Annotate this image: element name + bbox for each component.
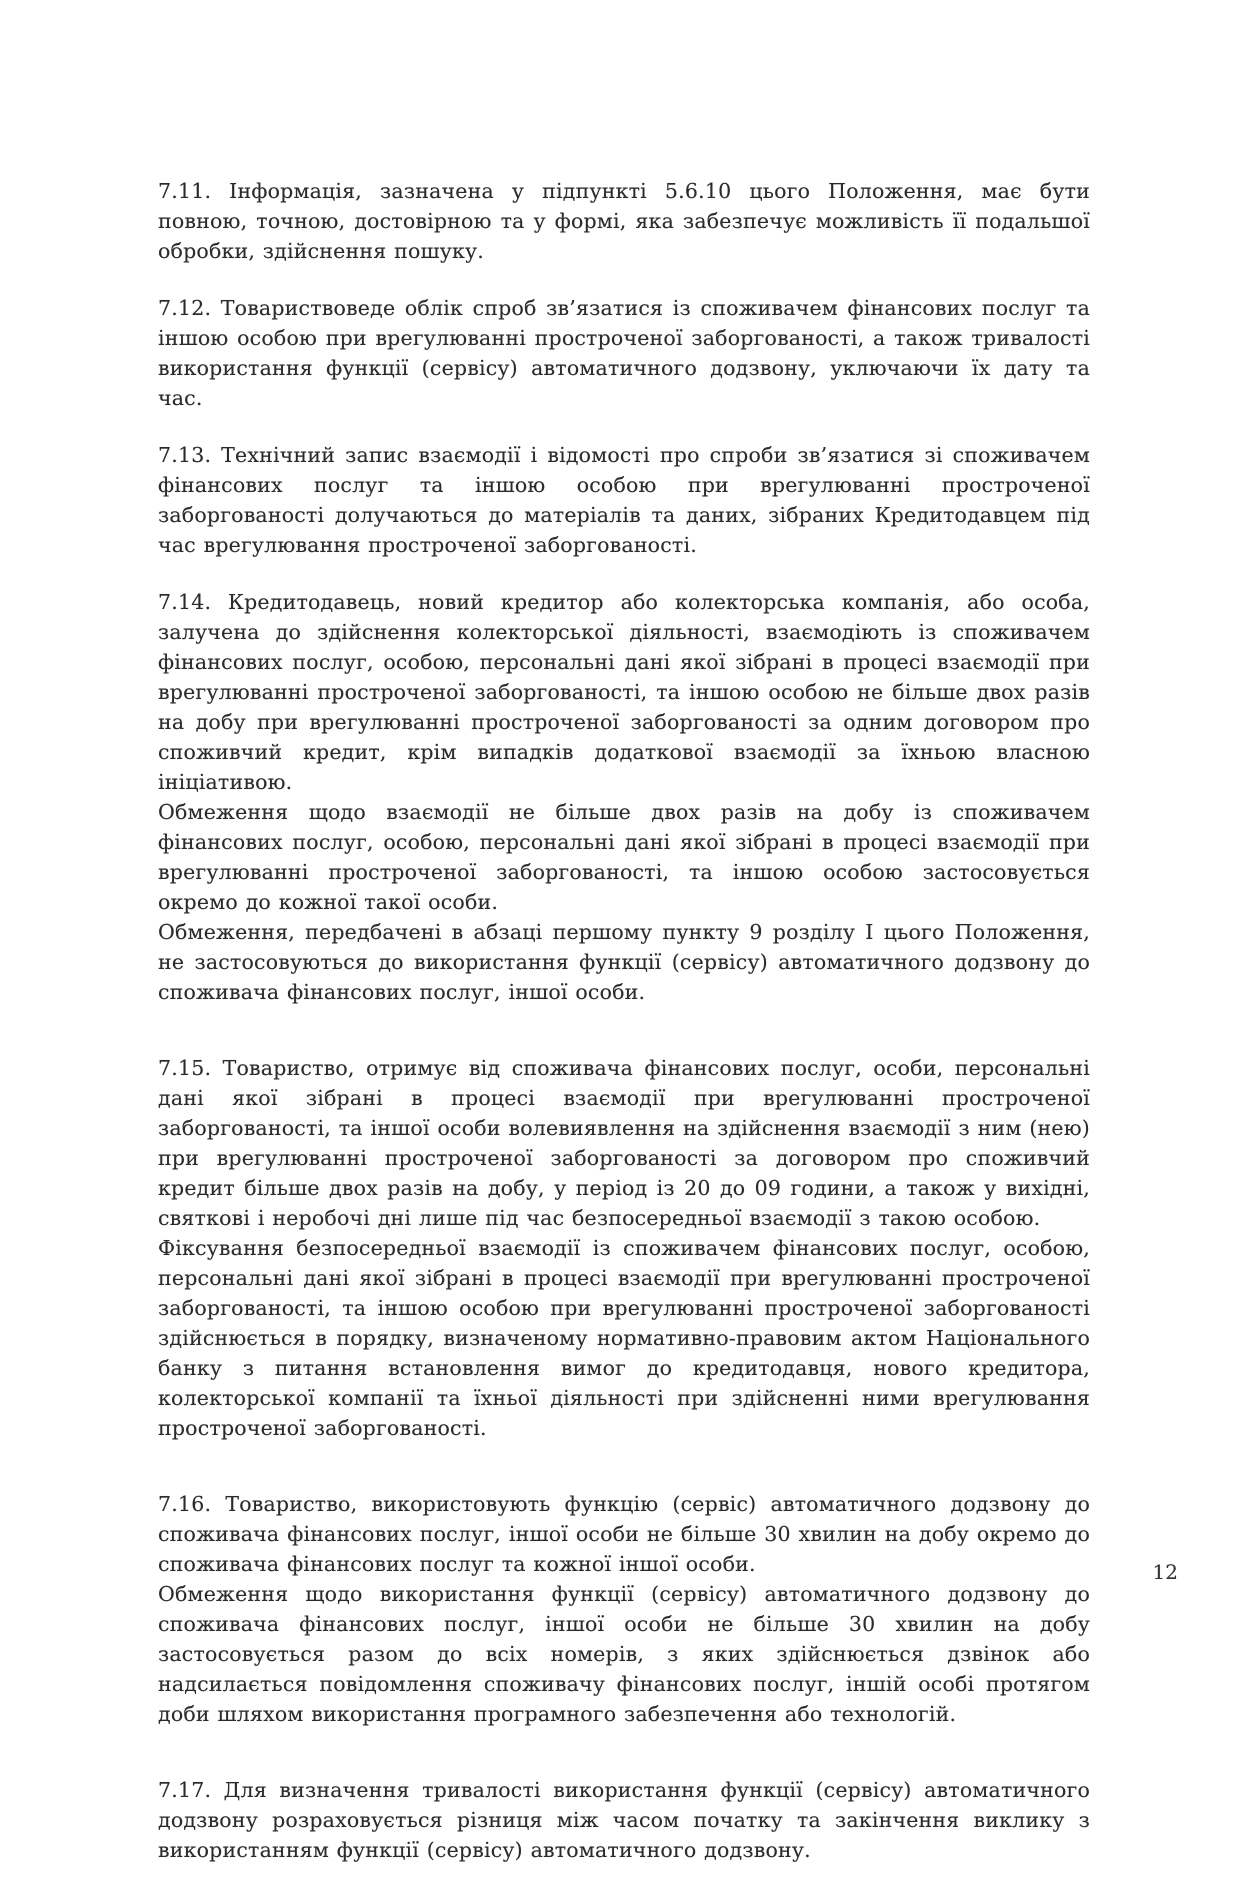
clause-7-14 <box>158 587 1090 1007</box>
clause-7-11 <box>158 176 1090 266</box>
document-body <box>158 176 1090 1892</box>
clause-7-14-text-2: Обмеження щодо взаємодії не більше двох разів на добу із споживачем фінансових послуг, особою, персональні дані якої зібрані в процесі взаємодії при врегулюванні простроченої заборгованості, та іншою особою застосовується окремо до кожної такої особи. <box>158 800 1090 914</box>
clause-7-13-text: 7.13. Технічний запис взаємодії і відомості про спроби зв’язатися зі споживачем фінансових послуг та іншою особою при врегулюванні простроченої заборгованості долучаються до матеріалів та даних, зібраних Кредитодавцем під час врегулювання простроченої заборгованості. <box>158 443 1090 557</box>
clause-7-12 <box>158 293 1090 413</box>
clause-7-16-text-2: Обмеження щодо використання функції (сервісу) автоматичного додзвону до споживача фінансових послуг, іншої особи не більше 30 хвилин на добу застосовується разом до всіх номерів, з яких здійснюється дзвінок або надсилається повідомлення споживачу фінансових послуг, іншій особі протягом доби шляхом використання програмного забезпечення або технологій. <box>158 1582 1090 1726</box>
clause-7-17-text: 7.17. Для визначення тривалості використання функції (сервісу) автоматичного додзвону розраховується різниця між часом початку та закінчення виклику з використанням функції (сервісу) автоматичного додзвону. <box>158 1778 1090 1862</box>
clause-7-15-text-1: 7.15. Товариство, отримує від споживача фінансових послуг, особи, персональні дані якої зібрані в процесі взаємодії при врегулюванні простроченої заборгованості, та іншої особи волевиявлення на здійснення взаємодії з ним (нею) при врегулюванні простроченої заборгованості за договором про споживчий кредит більше двох разів на добу, у період із 20 до 09 години, а також у вихідні, святкові і неробочі дні лише під час безпосередньої взаємодії з такою особою. <box>158 1056 1090 1230</box>
clause-7-11-text: 7.11. Інформація, зазначена у підпункті 5.6.10 цього Положення, має бути повною, точною, достовірною та у формі, яка забезпечує можливість її подальшої обробки, здійснення пошуку. <box>158 179 1090 263</box>
clause-7-16-text-1: 7.16. Товариство, використовують функцію (сервіс) автоматичного додзвону до споживача фінансових послуг, іншої особи не більше 30 хвилин на добу окремо до споживача фінансових послуг та кожної іншої особи. <box>158 1492 1090 1576</box>
clause-7-14-text-1: 7.14. Кредитодавець, новий кредитор або колекторська компанія, або особа, залучена до здійснення колекторської діяльності, взаємодіють із споживачем фінансових послуг, особою, персональні дані якої зібрані в процесі взаємодії при врегулюванні простроченої заборгованості, та іншою особою не більше двох разів на добу при врегулюванні простроченої заборгованості за одним договором про споживчий кредит, крім випадків додаткової взаємодії за їхньою власною ініціативою. <box>158 590 1090 794</box>
clause-7-17 <box>158 1775 1090 1865</box>
clause-7-15 <box>158 1053 1090 1443</box>
clause-7-12-text: 7.12. Товариствоведе облік спроб зв’язатися із споживачем фінансових послуг та іншою особою при врегулюванні простроченої заборгованості, а також тривалості використання функції (сервісу) автоматичного додзвону, уключаючи їх дату та час. <box>158 296 1090 410</box>
page-number: 12 <box>1152 1560 1178 1584</box>
clause-7-15-text-2: Фіксування безпосередньої взаємодії із споживачем фінансових послуг, особою, персональні дані якої зібрані в процесі взаємодії при врегулюванні простроченої заборгованості, та іншою особою при врегулюванні простроченої заборгованості здійснюється в порядку, визначеному нормативно-правовим актом Національного банку з питання встановлення вимог до кредитодавця, нового кредитора, колекторської компанії та їхньої діяльності при здійсненні ними врегулювання простроченої заборгованості. <box>158 1236 1090 1440</box>
clause-7-13 <box>158 440 1090 560</box>
clause-7-14-text-3: Обмеження, передбачені в абзаці першому пункту 9 розділу І цього Положення, не застосовуються до використання функції (сервісу) автоматичного додзвону до споживача фінансових послуг, іншої особи. <box>158 920 1090 1004</box>
clause-7-16 <box>158 1489 1090 1729</box>
